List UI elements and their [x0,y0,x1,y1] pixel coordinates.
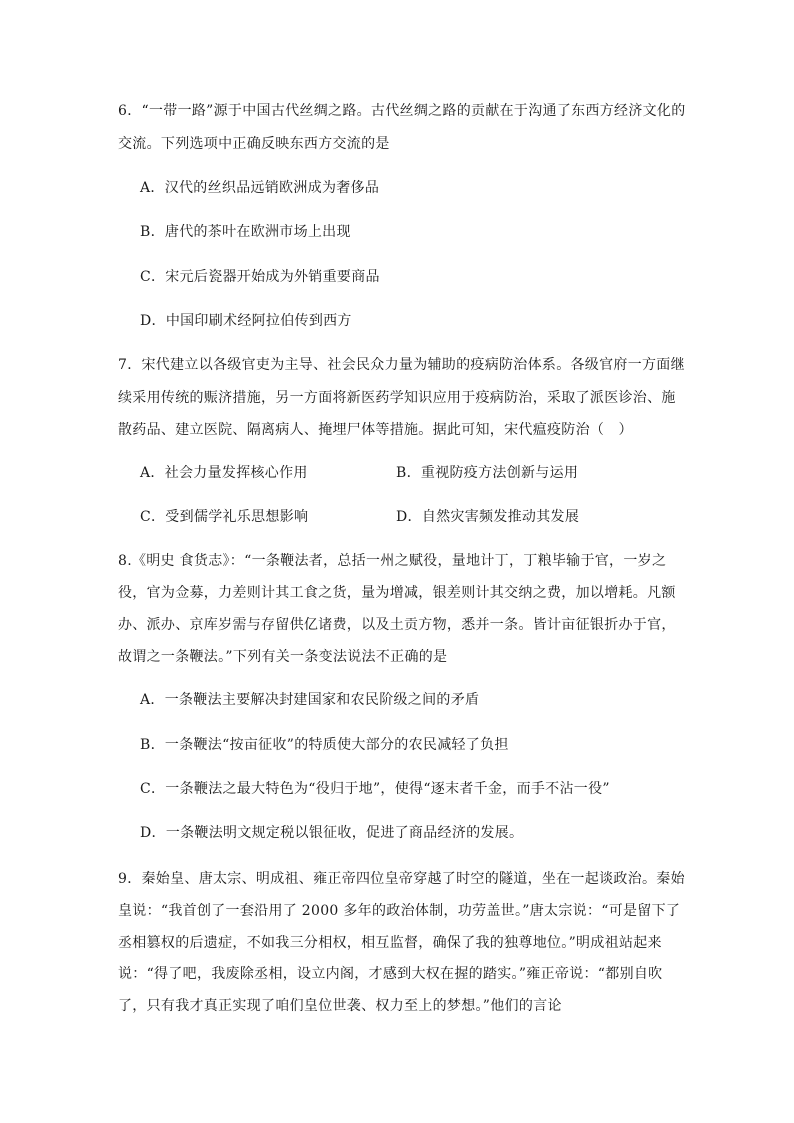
q8-stem-line-2: 役，官为佥募，力差则计其工食之货，量为增减，银差则计其交纳之费，加以增耗。凡额 [118,585,676,601]
q8-stem-line-1: 8.《明史 食货志》：“一条鞭法者，总括一州之赋役，量地计丁，丁粮毕输于官，一岁之 [118,553,667,569]
q9-stem-line-1: 9．秦始皇、唐太宗、明成祖、雍正帝四位皇帝穿越了时空的隧道，坐在一起谈政治。秦始 [118,871,685,887]
q8-stem-line-3: 办、派办、京库岁需与存留供亿诸费，以及土贡方物，悉并一条。皆计亩征银折办于官， [118,617,676,633]
q7-stem-line-3: 散药品、建立医院、隔离病人、掩埋尸体等措施。据此可知，宋代瘟疫防治（ ） [118,422,633,438]
q9-stem-line-2: 皇说：“我首创了一套沿用了 2000 多年的政治体制，功劳盖世。”唐太宗说：“可是留下了 [118,903,681,919]
q7-option-c: C．受到儒学礼乐思想影响 [140,509,309,525]
q8-stem-line-4: 故谓之一条鞭法。”下列有关一条变法说法不正确的是 [118,649,448,665]
q8-option-b: B．一条鞭法“按亩征收”的特质使大部分的农民减轻了负担 [140,737,509,753]
q6-option-d: D．中国印刷术经阿拉伯传到西方 [140,313,352,329]
q7-option-b: B．重视防疫方法创新与运用 [396,465,579,481]
q7-option-a: A．社会力量发挥核心作用 [140,465,308,481]
q8-option-c: C．一条鞭法之最大特色为“役归于地”，使得“逐末者千金，而手不沾一役” [140,781,610,797]
q7-option-d: D．自然灾害频发推动其发展 [396,509,580,525]
q7-stem-line-2: 续采用传统的赈济措施，另一方面将新医药学知识应用于疫病防治，采取了派医诊治、施 [118,390,676,406]
q9-stem-line-4: 说：“得了吧，我废除丞相，设立内阁，才感到大权在握的踏实。”雍正帝说：“都别自吹 [118,966,663,982]
q6-option-b: B．唐代的茶叶在欧洲市场上出现 [140,224,351,240]
q6-option-c: C．宋元后瓷器开始成为外销重要商品 [140,269,380,285]
q7-stem-line-1: 7．宋代建立以各级官吏为主导、社会民众力量为辅助的疫病防治体系。各级官府一方面继 [118,357,685,373]
q8-option-a: A．一条鞭法主要解决封建国家和农民阶级之间的矛盾 [140,692,480,708]
q6-stem-line-2: 交流。下列选项中正确反映东西方交流的是 [118,136,390,152]
q6-option-a: A．汉代的丝织品远销欧洲成为奢侈品 [140,180,380,196]
q9-stem-line-5: 了，只有我才真正实现了咱们皇位世袭、权力至上的梦想。”他们的言论 [118,998,562,1014]
q8-option-d: D．一条鞭法明文规定税以银征收，促进了商品经济的发展。 [140,825,524,841]
q6-stem-line-1: 6．“一带一路”源于中国古代丝绸之路。古代丝绸之路的贡献在于沟通了东西方经济文化的 [118,103,686,119]
q9-stem-line-3: 丞相篡权的后遗症，不如我三分相权，相互监督，确保了我的独尊地位。”明成祖站起来 [118,935,662,951]
